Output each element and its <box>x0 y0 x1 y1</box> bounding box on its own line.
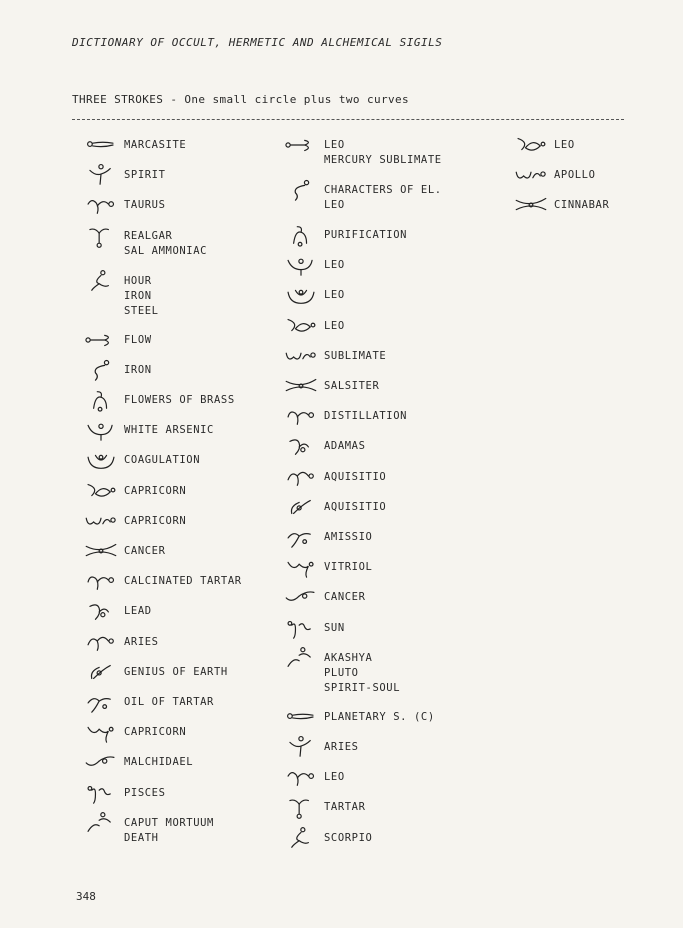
sigil-labels <box>324 464 386 485</box>
sigil-labels <box>124 810 214 846</box>
sigil-labels <box>324 403 407 424</box>
scorpio-sigil-icon <box>278 825 324 851</box>
sigil-labels <box>324 494 386 515</box>
sigil-labels <box>324 645 400 696</box>
sigil-label: IRON <box>124 289 152 302</box>
sigil-label: AKASHYA <box>324 651 373 664</box>
sigil-label: CAPRICORN <box>124 514 187 527</box>
sigil-labels <box>124 780 166 801</box>
sigil-label: IRON <box>124 363 152 376</box>
sigil-labels <box>324 704 435 725</box>
salsiter-sigil-icon <box>278 373 324 399</box>
sigil-label: AMISSIO <box>324 531 373 543</box>
sigil-label: SCORPIO <box>324 831 373 844</box>
sigil-entry <box>78 538 166 564</box>
oil-of-tartar-sigil-icon <box>78 689 124 715</box>
sigil-label: TAURUS <box>124 199 166 212</box>
apollo-sigil-icon <box>508 162 554 188</box>
sigil-labels <box>324 282 345 303</box>
leo-alt-sigil-icon <box>278 252 324 278</box>
sigil-label: SUN <box>324 621 345 634</box>
sigil-label: MERCURY SUBLIMATE <box>324 154 442 166</box>
sigil-label: CANCER <box>324 591 366 604</box>
sigil-entry <box>78 268 159 319</box>
sigil-labels <box>124 689 214 710</box>
vitriol-sigil-icon <box>278 554 324 580</box>
amissio-sigil-icon <box>278 524 324 550</box>
sigil-labels <box>324 825 372 846</box>
flow-sigil-icon <box>78 327 124 353</box>
sigil-labels <box>324 764 345 785</box>
distillation-sigil-icon <box>278 403 324 429</box>
sigil-label: SAL AMMONIAC <box>124 244 208 257</box>
sigil-label: TARTAR <box>324 801 366 814</box>
sigil-labels <box>324 615 345 636</box>
sigil-entry <box>278 494 386 520</box>
sun-sigil-icon <box>278 615 324 641</box>
sigil-labels <box>324 584 366 605</box>
sigil-label: SALSITER <box>324 380 380 392</box>
sigil-label: CAPRICORN <box>124 726 187 739</box>
sigil-labels <box>324 554 372 575</box>
sigil-labels <box>124 162 166 183</box>
page-number: 348 <box>76 890 96 903</box>
sigil-label: LEO <box>324 139 345 151</box>
sigil-labels <box>324 313 345 334</box>
aquisitio-alt-sigil-icon <box>278 494 324 520</box>
sigil-label: CALCINATED TARTAR <box>124 575 242 588</box>
sigil-entry <box>78 749 193 775</box>
sigil-labels <box>324 132 442 168</box>
akashya-sigil-icon <box>278 645 324 671</box>
sigil-entry <box>278 615 345 641</box>
sigil-entry <box>278 343 386 369</box>
sigil-label: CAPRICORN <box>124 484 187 497</box>
tartar-sigil-icon <box>278 794 324 820</box>
sigil-entry <box>278 704 435 730</box>
leo-sigil-icon <box>278 132 324 158</box>
sigil-labels <box>324 177 442 213</box>
sigil-label: LEO <box>554 139 575 151</box>
sigil-entry <box>78 478 186 504</box>
sigil-label: CAPUT MORTUUM <box>124 816 214 829</box>
sigil-entry <box>508 162 596 188</box>
sigil-entry <box>278 524 372 550</box>
pisces-sigil-icon <box>78 780 124 806</box>
sigil-label: PURIFICATION <box>324 229 408 241</box>
leo-fourth-sigil-icon <box>278 313 324 339</box>
cancer-alt-sigil-icon <box>278 584 324 610</box>
sigil-labels <box>554 162 596 183</box>
sigil-entry <box>78 162 166 188</box>
sigil-labels <box>124 478 186 499</box>
sigil-labels <box>324 343 386 364</box>
white-arsenic-sigil-icon <box>78 417 124 443</box>
leo-sixth-sigil-icon <box>508 132 554 158</box>
planetary-s-sigil-icon <box>278 704 324 730</box>
aries-sigil-icon <box>78 629 124 655</box>
sigil-entry <box>78 508 186 534</box>
sigil-entry <box>278 645 400 696</box>
sigil-label: GENIUS OF EARTH <box>124 665 228 678</box>
sigil-entry <box>78 659 228 685</box>
sigil-entry <box>78 810 214 846</box>
capricorn-alt-sigil-icon <box>78 508 124 534</box>
sigil-label: DEATH <box>124 831 159 844</box>
sigil-entry <box>78 357 152 383</box>
sigil-entry <box>278 222 407 248</box>
dashed-divider <box>72 119 624 120</box>
sigil-labels <box>124 417 214 438</box>
sigil-entry <box>508 192 609 218</box>
sigil-label: MARCASITE <box>124 139 187 151</box>
leo-third-sigil-icon <box>278 282 324 308</box>
caput-mortuum-sigil-icon <box>78 810 124 836</box>
malchidael-sigil-icon <box>78 749 124 775</box>
sigil-label: ARIES <box>124 635 159 648</box>
iron-sigil-icon <box>78 357 124 383</box>
realgar-sigil-icon <box>78 223 124 249</box>
sigil-label: LEO <box>324 771 345 784</box>
sigil-labels <box>324 794 366 815</box>
characters-of-el-sigil-icon <box>278 177 324 203</box>
sigil-labels <box>124 223 207 259</box>
sigil-labels <box>124 659 228 680</box>
lead-sigil-icon <box>78 598 124 624</box>
sigil-labels <box>554 192 609 213</box>
sigil-entry <box>278 403 407 429</box>
sigil-label: AQUISITIO <box>324 500 387 513</box>
sigil-label: ARIES <box>324 741 359 753</box>
capricorn-third-sigil-icon <box>78 719 124 745</box>
cinnabar-sigil-icon <box>508 192 554 218</box>
sigil-labels <box>124 719 186 740</box>
sigil-label: FLOWERS OF BRASS <box>124 394 235 406</box>
capricorn-sigil-icon <box>78 478 124 504</box>
sigil-entry <box>78 598 152 624</box>
sigil-entry <box>78 387 235 413</box>
sigil-label: LEO <box>324 289 345 302</box>
sigil-label: SPIRIT-SOUL <box>324 681 401 694</box>
sigil-label: CANCER <box>124 545 166 557</box>
hour-sigil-icon <box>78 268 124 294</box>
spirit-sigil-icon <box>78 162 124 188</box>
sigil-labels <box>124 192 166 213</box>
sigil-labels <box>324 433 366 454</box>
flowers-of-brass-sigil-icon <box>78 387 124 413</box>
sigil-entry <box>78 223 207 259</box>
sigil-entry <box>78 780 166 806</box>
sigil-labels <box>324 222 407 243</box>
calcinated-tartar-sigil-icon <box>78 568 124 594</box>
sigil-label: FLOW <box>124 333 152 346</box>
sigil-labels <box>324 373 379 394</box>
sigil-entry <box>278 313 345 339</box>
adamas-sigil-icon <box>278 433 324 459</box>
sigil-labels <box>124 749 193 770</box>
sigil-entry <box>278 373 379 399</box>
sigil-label: PLUTO <box>324 666 359 679</box>
sigil-label: REALGAR <box>124 229 173 242</box>
genius-of-earth-sigil-icon <box>78 659 124 685</box>
sigil-entry <box>78 689 214 715</box>
sigil-label: SUBLIMATE <box>324 349 387 362</box>
sigil-entry <box>278 825 372 851</box>
sigil-label: WHITE ARSENIC <box>124 424 214 437</box>
sigil-entry <box>78 192 166 218</box>
coagulation-sigil-icon <box>78 447 124 473</box>
sigil-labels <box>124 387 235 408</box>
sigil-labels <box>124 132 186 153</box>
sigil-entry <box>78 327 152 353</box>
sigil-entry <box>78 629 159 655</box>
sigil-labels <box>324 734 359 755</box>
sigil-labels <box>554 132 575 153</box>
sigil-label: STEEL <box>124 304 159 317</box>
sigil-entry <box>278 584 366 610</box>
section-heading: THREE STROKES - One small circle plus two curves <box>72 93 410 106</box>
sigil-label: OIL OF TARTAR <box>124 696 214 708</box>
sigil-labels <box>124 629 159 650</box>
page-header-title: DICTIONARY OF OCCULT, HERMETIC AND ALCHEMICAL SIGILS <box>72 36 443 49</box>
sigil-entry <box>278 252 345 278</box>
sigil-label: PLANETARY S. (C) <box>324 710 435 723</box>
sigil-label: COAGULATION <box>124 454 201 467</box>
sigil-entry <box>78 417 214 443</box>
sigil-labels <box>324 524 372 545</box>
sigil-labels <box>124 598 152 619</box>
sigil-labels <box>124 447 200 468</box>
sigil-label: CINNABAR <box>554 199 610 212</box>
sigil-entry <box>78 568 242 594</box>
sigil-label: LEAD <box>124 605 152 618</box>
leo-fifth-sigil-icon <box>278 764 324 790</box>
sigil-labels <box>124 568 242 589</box>
sigil-label: LEO <box>324 199 345 211</box>
sigil-entry <box>278 554 372 580</box>
sigil-labels <box>124 538 166 559</box>
purification-sigil-icon <box>278 222 324 248</box>
sigil-labels <box>324 252 345 273</box>
sigil-labels <box>124 268 159 319</box>
sigil-entry <box>278 177 442 213</box>
sigil-label: DISTILLATION <box>324 410 408 423</box>
sigil-entry <box>278 794 366 820</box>
taurus-sigil-icon <box>78 192 124 218</box>
sigil-label: SPIRIT <box>124 169 166 182</box>
sigil-label: HOUR <box>124 274 152 287</box>
sigil-label: LEO <box>324 259 345 272</box>
sigil-label: PISCES <box>124 786 166 799</box>
sigil-entry <box>278 464 386 490</box>
sigil-entry <box>278 132 442 168</box>
sigil-label: MALCHIDAEL <box>124 756 194 769</box>
aquisitio-sigil-icon <box>278 464 324 490</box>
sublimate-sigil-icon <box>278 343 324 369</box>
sigil-entry <box>278 764 345 790</box>
sigil-label: APOLLO <box>554 169 596 182</box>
sigil-label: CHARACTERS OF EL. <box>324 184 442 196</box>
sigil-entry <box>278 734 359 760</box>
sigil-label: ADAMAS <box>324 440 366 453</box>
sigil-label: AQUISITIO <box>324 470 387 483</box>
sigil-labels <box>124 508 186 529</box>
aries-alt-sigil-icon <box>278 734 324 760</box>
sigil-entry <box>78 132 186 158</box>
sigil-label: VITRIOL <box>324 561 373 574</box>
sigil-label: LEO <box>324 319 345 332</box>
sigil-entry <box>508 132 575 158</box>
sigil-entry <box>78 447 200 473</box>
sigil-entry <box>78 719 186 745</box>
marcasite-sigil-icon <box>78 132 124 158</box>
sigil-labels <box>124 327 152 348</box>
sigil-labels <box>124 357 152 378</box>
sigil-entry <box>278 282 345 308</box>
sigil-entry <box>278 433 366 459</box>
cancer-sigil-icon <box>78 538 124 564</box>
